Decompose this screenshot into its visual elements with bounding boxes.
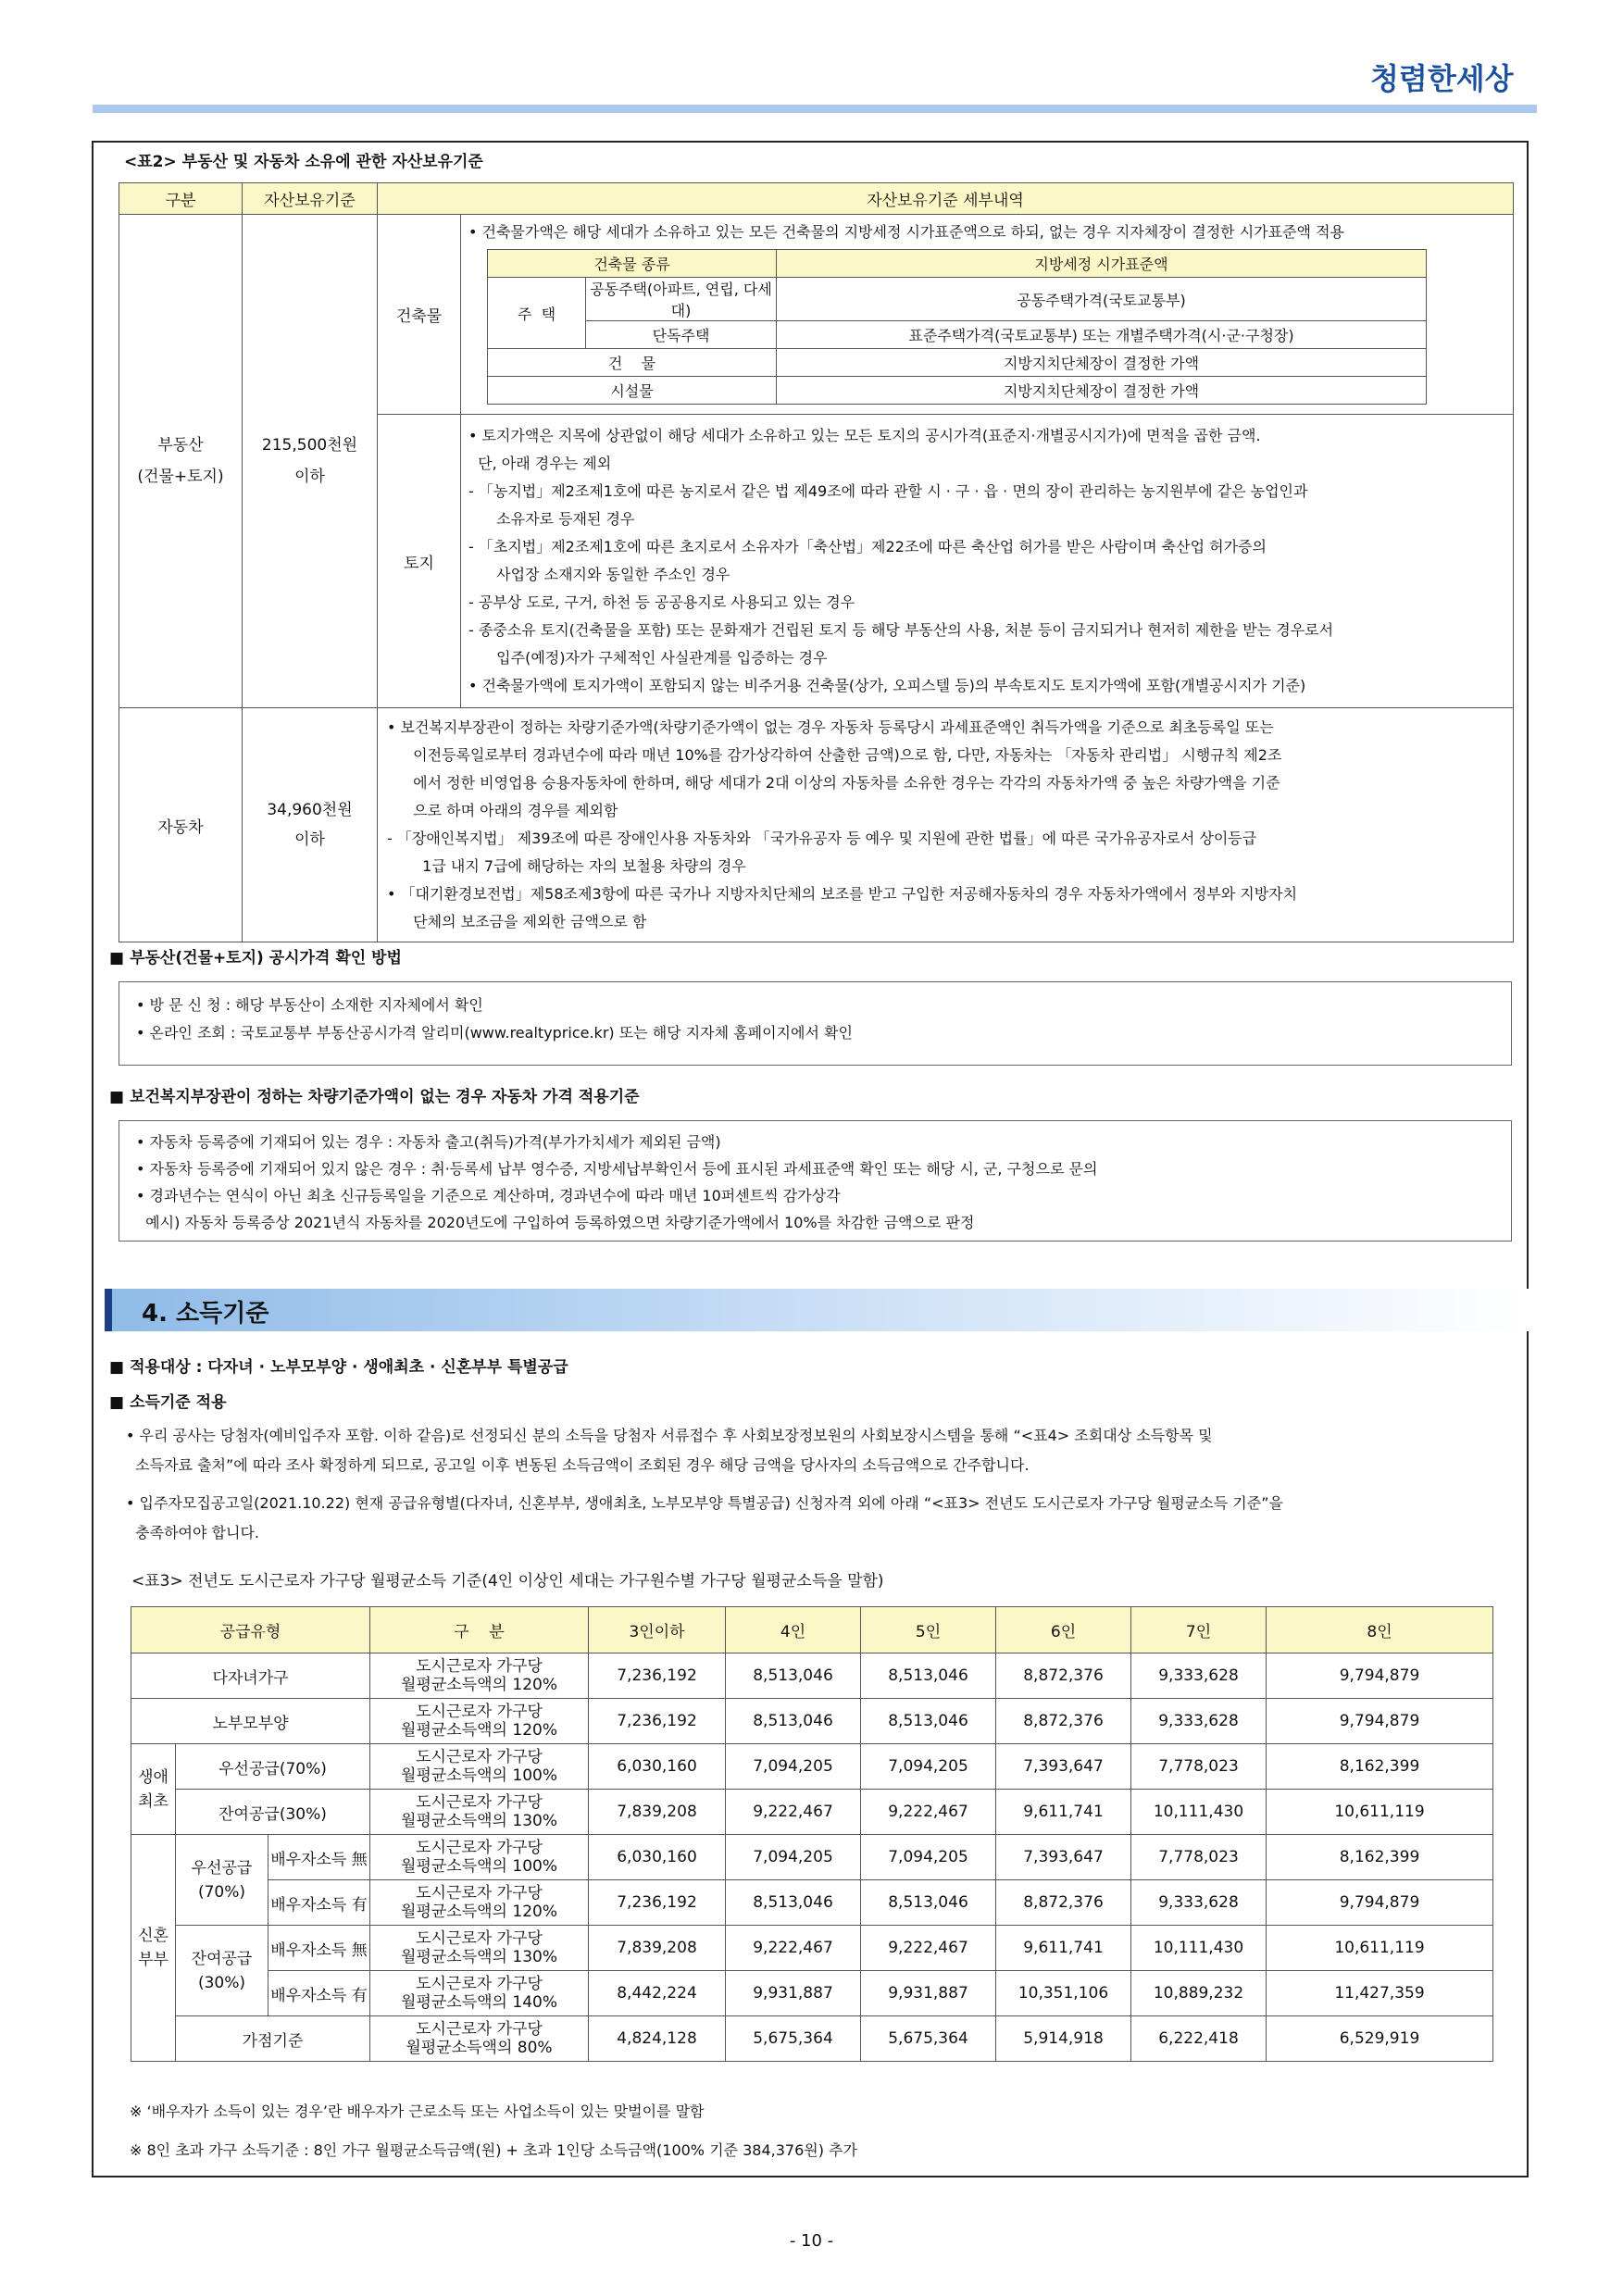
cell: 7,778,023 (1131, 1835, 1267, 1880)
realestate-limit-line2: 이하 (294, 468, 325, 486)
realestate-limit (243, 215, 378, 708)
realestate-check-title (109, 944, 402, 967)
row-mult (370, 1653, 589, 1699)
cell: 8,162,399 (1267, 1835, 1493, 1880)
realestate-category-line2: (건물+토지) (137, 468, 224, 486)
mult-prefix: 도시근로자 가구당 (416, 1748, 543, 1766)
cell: 7,236,192 (589, 1699, 726, 1744)
cell: 7,839,208 (589, 1790, 726, 1835)
mult-prefix: 도시근로자 가구당 (416, 1703, 543, 1721)
cell: 6,030,160 (589, 1835, 726, 1880)
cell: 8,872,376 (996, 1653, 1131, 1699)
row-type: 잔여공급(30%) (176, 1790, 370, 1835)
car-line: 1급 내지 7급에 해당하는 자의 보철용 차량의 경우 (413, 857, 746, 875)
cell: 10,111,430 (1131, 1790, 1267, 1835)
bt-row-kind: 건 물 (488, 349, 777, 377)
car-criteria-line: • 자동차 등록증에 기재되어 있는 경우 : 자동차 출고(취득)가격(부가가치세가 제외된 금액) (136, 1133, 721, 1151)
income-para1 (126, 1421, 1213, 1480)
cell: 8,513,046 (726, 1699, 861, 1744)
cell: 7,094,205 (861, 1835, 996, 1880)
car-limit (243, 708, 378, 942)
cell: 10,111,430 (1131, 1926, 1267, 1971)
cell: 11,427,359 (1267, 1971, 1493, 2016)
cell: 8,872,376 (996, 1880, 1131, 1926)
cell: 9,931,887 (726, 1971, 861, 2016)
cell: 6,529,919 (1267, 2016, 1493, 2062)
bt-row-kind: 시설물 (488, 377, 777, 405)
row-type: 배우자소득 無 (268, 1926, 370, 1971)
income-target-text: 적용대상 : 다자녀 · 노부모부양 · 생애최초 · 신혼부부 특별공급 (130, 1358, 568, 1377)
cell: 8,513,046 (726, 1653, 861, 1699)
mult-prefix: 도시근로자 가구당 (416, 1793, 543, 1812)
cell: 7,094,205 (726, 1744, 861, 1790)
section-marker (105, 1289, 112, 1331)
car-criteria-line: • 경과년수는 연식이 아닌 최초 신규등록일을 기준으로 계산하며, 경과년수에 따라 매년 10퍼센트씩 감가상각 (136, 1187, 841, 1204)
cell: 9,333,628 (1131, 1699, 1267, 1744)
mult-value: 월평균소득액의 120% (401, 1676, 557, 1694)
realestate-category-line1: 부동산 (157, 436, 204, 455)
land-line: 소유자로 등재된 경우 (487, 510, 635, 528)
land-line: 입주(예정)자가 구체적인 사실관계를 입증하는 경우 (487, 649, 828, 667)
cell: 9,611,741 (996, 1926, 1131, 1971)
cell: 9,222,467 (726, 1926, 861, 1971)
para-line: • 우리 공사는 당첨자(예비입주자 포함. 이하 같음)로 선정되신 분의 소득을 당첨자 서류접수 후 사회보장정보원의 사회보장시스템을 통해 “<표4> 조회대상 소득항목 및 (126, 1427, 1213, 1444)
row-mult (370, 1744, 589, 1790)
cell: 8,162,399 (1267, 1744, 1493, 1790)
cell: 5,914,918 (996, 2016, 1131, 2062)
mult-value: 월평균소득액의 120% (401, 1721, 557, 1740)
brand-logo (1370, 56, 1528, 102)
cell: 8,513,046 (861, 1653, 996, 1699)
car-criteria-line: 예시) 자동차 등록증상 2021년식 자동차를 2020년도에 구입하여 등록하였으면 차량기준가액에서 10%를 차감한 금액으로 판정 (136, 1214, 975, 1231)
cell: 7,094,205 (726, 1835, 861, 1880)
th-division: 구 분 (370, 1607, 589, 1653)
mult-prefix: 도시근로자 가구당 (416, 1975, 543, 1993)
land-line: - 공부상 도로, 구거, 하천 등 공공용지로 사용되고 있는 경우 (468, 593, 855, 611)
land-line: 단, 아래 경우는 제외 (468, 455, 612, 472)
bt-th-kind: 건축물 종류 (488, 250, 777, 278)
mult-prefix: 도시근로자 가구당 (416, 1839, 543, 1857)
building-price-table (487, 249, 1427, 405)
car-limit-line2: 이하 (294, 830, 325, 849)
cell: 9,931,887 (861, 1971, 996, 2016)
income-table (131, 1606, 1493, 2062)
row-type: 배우자소득 無 (268, 1835, 370, 1880)
para-line: • 입주자모집공고일(2021.10.22) 현재 공급유형별(다자녀, 신혼부부, 생애최초, 노부모부양 특별공급) 신청자격 외에 아래 “<표3> 전년도 도시근로자 가구당 월평균소득 기준”을 (126, 1494, 1283, 1512)
cell: 9,222,467 (861, 1926, 996, 1971)
mult-value: 월평균소득액의 130% (401, 1948, 557, 1966)
row-type: 다자녀가구 (131, 1653, 370, 1699)
building-bullet: • 건축물가액은 해당 세대가 소유하고 있는 모든 건축물의 지방세정 시가표준액으로 하되, 없는 경우 지자체장이 결정한 시가표준액 적용 (468, 223, 1344, 241)
cell: 7,393,647 (996, 1835, 1131, 1880)
row-mult (370, 1880, 589, 1926)
th-limit: 자산보유기준 (243, 183, 378, 215)
mult-value: 월평균소득액의 120% (401, 1903, 557, 1921)
row-mult (370, 2016, 589, 2062)
bt-row-value: 공동주택가격(국토교통부) (777, 278, 1427, 321)
realestate-check-line: • 방 문 신 청 : 해당 부동산이 소재한 지자체에서 확인 (136, 996, 483, 1014)
cell: 10,351,106 (996, 1971, 1131, 2016)
realestate-check-box (119, 981, 1512, 1066)
mult-prefix: 도시근로자 가구당 (416, 1884, 543, 1903)
mult-value: 월평균소득액의 100% (401, 1766, 557, 1785)
bt-th-value: 지방세정 시가표준액 (777, 250, 1427, 278)
row-mult (370, 1699, 589, 1744)
bt-row-value: 표준주택가격(국토교통부) 또는 개별주택가격(시·군·구청장) (777, 321, 1427, 349)
cell: 10,611,119 (1267, 1790, 1493, 1835)
mult-prefix: 도시근로자 가구당 (416, 2020, 543, 2039)
income-para2 (126, 1489, 1283, 1548)
page-number: - 10 - (789, 2231, 834, 2251)
cell: 9,333,628 (1131, 1880, 1267, 1926)
car-criteria-title (109, 1083, 640, 1106)
th-5: 5인 (861, 1607, 996, 1653)
cell: 7,393,647 (996, 1744, 1131, 1790)
cell: 8,513,046 (861, 1880, 996, 1926)
car-line: • 「대기환경보전법」제58조제3항에 따른 국가나 지방자치단체의 보조를 받고 구입한 저공해자동차의 경우 자동차가액에서 정부와 지방자치 (387, 885, 1298, 903)
bt-housing-label: 주 택 (488, 278, 586, 349)
realestate-limit-line1: 215,500천원 (261, 436, 358, 455)
cell: 6,030,160 (589, 1744, 726, 1790)
row-type: 우선공급(70%) (176, 1744, 370, 1790)
para-line: 소득자료 출처”에 따라 조사 확정하게 되므로, 공고일 이후 변동된 소득금액이 조회된 경우 해당 금액을 당사자의 소득금액으로 간주합니다. (126, 1456, 1030, 1474)
mult-value: 월평균소득액의 130% (401, 1812, 557, 1830)
group-sinhon-remaining: 잔여공급 (30%) (176, 1926, 268, 2016)
asset-table (119, 182, 1514, 942)
section4-title: 4. 소득기준 (142, 1300, 269, 1328)
cell: 9,222,467 (726, 1790, 861, 1835)
th-8: 8인 (1267, 1607, 1493, 1653)
cell: 7,778,023 (1131, 1744, 1267, 1790)
row-type: 가점기준 (176, 2016, 370, 2062)
para-line: 충족하여야 합니다. (126, 1524, 259, 1541)
th-category: 구분 (119, 183, 243, 215)
cell: 7,236,192 (589, 1880, 726, 1926)
land-line: - 종중소유 토지(건축물을 포함) 또는 문화재가 건립된 토지 등 해당 부동산의 사용, 처분 등이 금지되거나 현저히 제한을 받는 경우로서 (468, 621, 1334, 639)
th-7: 7인 (1131, 1607, 1267, 1653)
row-type: 배우자소득 有 (268, 1880, 370, 1926)
th-4: 4인 (726, 1607, 861, 1653)
group-saengae: 생애 최초 (131, 1744, 176, 1835)
cell: 5,675,364 (861, 2016, 996, 2062)
cell: 9,794,879 (1267, 1880, 1493, 1926)
car-line: 단체의 보조금을 제외한 금액으로 함 (404, 913, 647, 930)
income-criteria-title (109, 1389, 227, 1412)
cell: 8,513,046 (861, 1699, 996, 1744)
row-mult (370, 1835, 589, 1880)
land-line: • 토지가액은 지목에 상관없이 해당 세대가 소유하고 있는 모든 토지의 공시가격(표준지·개별공시지가)에 면적을 곱한 금액. (468, 427, 1261, 444)
cell: 9,794,879 (1267, 1653, 1493, 1699)
cell: 8,442,224 (589, 1971, 726, 2016)
land-line: - 「농지법」제2조제1호에 따른 농지로서 같은 법 제49조에 따라 관할 시 · 구 · 읍 · 면의 장이 관리하는 농지원부에 같은 농업인과 (468, 482, 1308, 500)
mult-value: 월평균소득액의 140% (401, 1993, 557, 2012)
th-supply-type: 공급유형 (131, 1607, 370, 1653)
realestate-check-title-text: 부동산(건물+토지) 공시가격 확인 방법 (130, 949, 402, 967)
table3-caption: <표3> 전년도 도시근로자 가구당 월평균소득 기준(4인 이상인 세대는 가구원수별 가구당 월평균소득을 말함) (131, 1572, 884, 1591)
car-line: 이전등록일로부터 경과년수에 따라 매년 10%를 감가상각하여 산출한 금액)으로 함, 다만, 자동차는 「자동차 관리법」 시행규칙 제2조 (404, 746, 1282, 764)
bt-row-kind: 단독주택 (586, 321, 777, 349)
building-label: 건축물 (378, 215, 461, 415)
land-line: • 건축물가액에 토지가액이 포함되지 않는 비주거용 건축물(상가, 오피스텔 등)의 부속토지도 토지가액에 포함(개별공시지가 기준) (468, 677, 1306, 694)
bt-row-kind: 공동주택(아파트, 연립, 다세대) (586, 278, 777, 321)
cell: 9,333,628 (1131, 1653, 1267, 1699)
car-criteria-box (119, 1120, 1512, 1242)
car-line: - 「장애인복지법」 제39조에 따른 장애인사용 자동차와 「국가유공자 등 예우 및 지원에 관한 법률」에 따른 국가유공자로서 상이등급 (387, 830, 1257, 847)
income-criteria-title-text: 소득기준 적용 (130, 1393, 227, 1412)
income-target (109, 1354, 568, 1377)
cell: 5,675,364 (726, 2016, 861, 2062)
th-3: 3인이하 (589, 1607, 726, 1653)
bt-row-value: 지방지치단체장이 결정한 가액 (777, 377, 1427, 405)
realestate-category (119, 215, 243, 708)
footnote: ※ ‘배우자가 소득이 있는 경우’란 배우자가 근로소득 또는 사업소득이 있는 맞벌이를 말함 (130, 2103, 705, 2120)
row-mult (370, 1971, 589, 2016)
row-mult (370, 1790, 589, 1835)
mult-prefix: 도시근로자 가구당 (416, 1657, 543, 1676)
mult-value: 월평균소득액의 100% (401, 1857, 557, 1876)
cell: 9,794,879 (1267, 1699, 1493, 1744)
th-detail: 자산보유기준 세부내역 (378, 183, 1514, 215)
car-line: 으로 하며 아래의 경우를 제외함 (404, 802, 618, 819)
cell: 8,872,376 (996, 1699, 1131, 1744)
car-line: • 보건복지부장관이 정하는 차량기준가액(차량기준가액이 없는 경우 자동차 등록당시 과세표준액인 취득가액을 기준으로 최초등록일 또는 (387, 718, 1274, 736)
section4-header (105, 1289, 1530, 1331)
cell: 4,824,128 (589, 2016, 726, 2062)
car-limit-line1: 34,960천원 (267, 801, 353, 819)
cell: 7,094,205 (861, 1744, 996, 1790)
row-type: 배우자소득 有 (268, 1971, 370, 2016)
cell: 8,513,046 (726, 1880, 861, 1926)
group-sinhon-priority: 우선공급 (70%) (176, 1835, 268, 1926)
cell: 6,222,418 (1131, 2016, 1267, 2062)
logo-text: 청렴한세상 (1370, 61, 1514, 96)
car-detail (378, 708, 1514, 942)
cell: 9,611,741 (996, 1790, 1131, 1835)
car-category: 자동차 (119, 708, 243, 942)
mult-prefix: 도시근로자 가구당 (416, 1929, 543, 1948)
car-line: 에서 정한 비영업용 승용자동차에 한하며, 해당 세대가 2대 이상의 자동차를 소유한 경우는 각각의 자동차가액 중 높은 차량가액을 기준 (404, 774, 1280, 792)
cell: 7,839,208 (589, 1926, 726, 1971)
cell: 10,889,232 (1131, 1971, 1267, 2016)
land-line: 사업장 소재지와 동일한 주소인 경우 (487, 566, 730, 583)
car-criteria-line: • 자동차 등록증에 기재되어 있지 않은 경우 : 취·등록세 납부 영수증, 지방세납부확인서 등에 표시된 과세표준액 확인 또는 해당 시, 군, 구청으로 문의 (136, 1160, 1098, 1178)
building-detail (461, 215, 1514, 415)
group-sinhon: 신혼 부부 (131, 1835, 176, 2062)
header-bar (93, 105, 1537, 113)
footnote: ※ 8인 초과 가구 소득기준 : 8인 가구 월평균소득금액(원) + 초과 1인당 소득금액(100% 기준 384,376원) 추가 (130, 2141, 857, 2159)
th-6: 6인 (996, 1607, 1131, 1653)
mult-value: 월평균소득액의 80% (406, 2039, 553, 2057)
land-detail (461, 415, 1514, 708)
cell: 9,222,467 (861, 1790, 996, 1835)
row-mult (370, 1926, 589, 1971)
row-type: 노부모부양 (131, 1699, 370, 1744)
car-criteria-title-text: 보건복지부장관이 정하는 차량기준가액이 없는 경우 자동차 가격 적용기준 (130, 1088, 640, 1106)
cell: 10,611,119 (1267, 1926, 1493, 1971)
bt-row-value: 지방지치단체장이 결정한 가액 (777, 349, 1427, 377)
table2-caption: <표2> 부동산 및 자동차 소유에 관한 자산보유기준 (124, 153, 483, 171)
realestate-check-line: • 온라인 조회 : 국토교통부 부동산공시가격 알리미(www.realtyprice.kr) 또는 해당 지자체 홈페이지에서 확인 (136, 1024, 853, 1042)
cell: 7,236,192 (589, 1653, 726, 1699)
land-line: - 「초지법」제2조제1호에 따른 초지로서 소유자가「축산법」제22조에 따른 축산업 허가를 받은 사람이며 축산업 허가증의 (468, 538, 1267, 555)
land-label: 토지 (378, 415, 461, 708)
